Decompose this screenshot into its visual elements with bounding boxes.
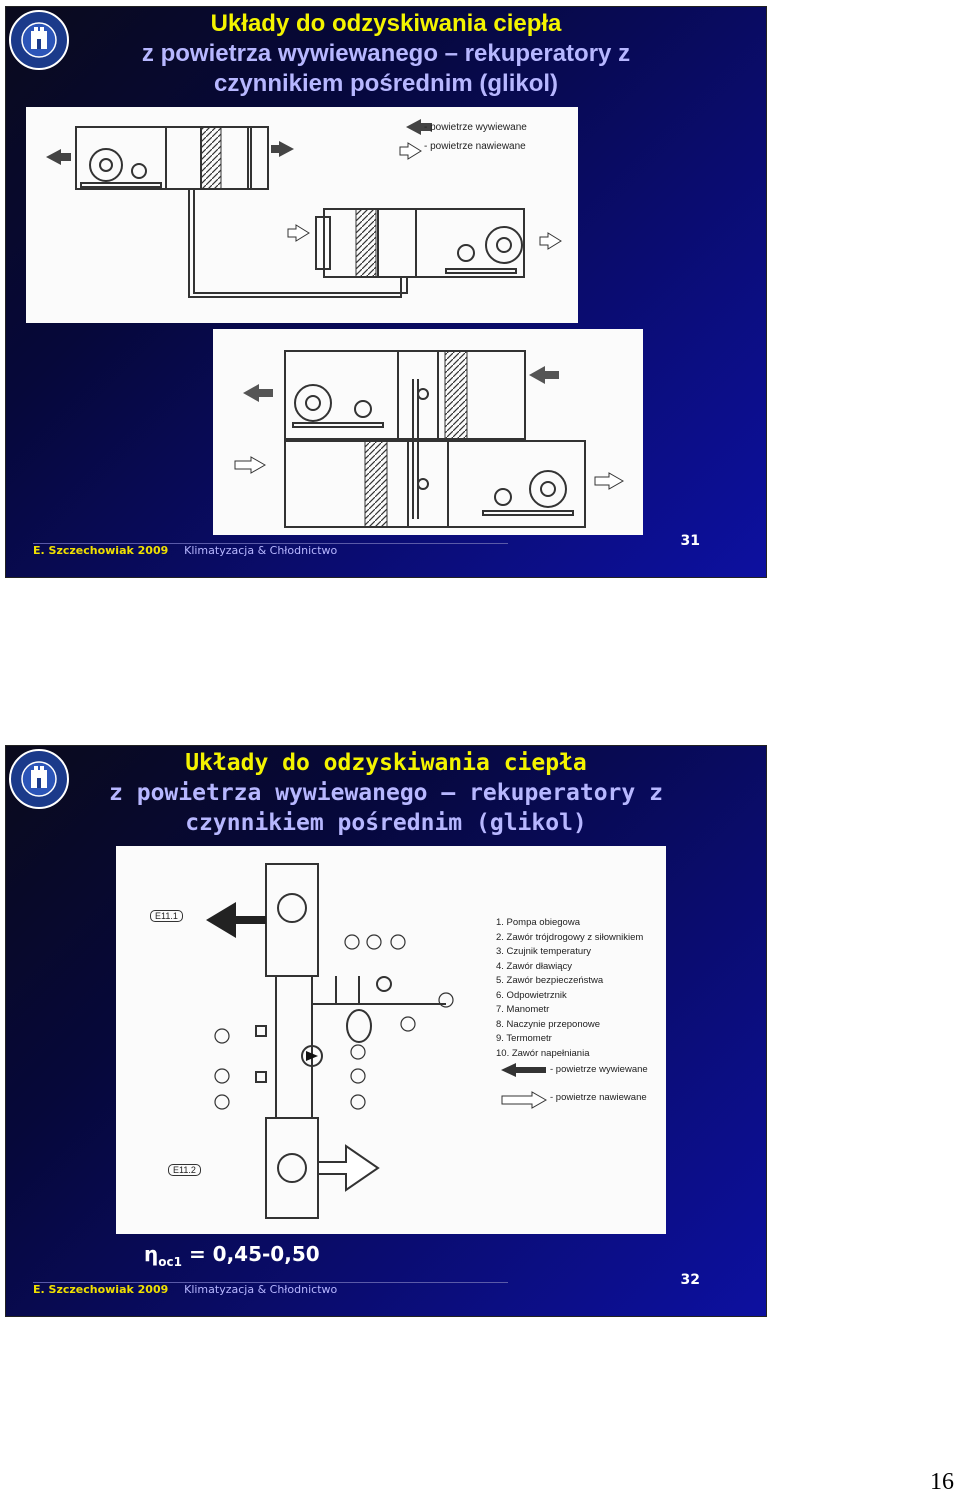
component-list	[496, 916, 643, 1061]
tag-bottom: E11.2	[168, 1164, 201, 1176]
component-item: 3. Czujnik temperatury	[496, 946, 592, 957]
title-line-1: Układy do odzyskiwania ciepła	[210, 10, 562, 37]
slide-page-number: 32	[680, 1272, 700, 1288]
component-item: 6. Odpowietrznik	[496, 989, 567, 1001]
document-page-number: 16	[930, 1469, 954, 1495]
legend-supply-arrow-icon	[400, 143, 421, 159]
efficiency-value: = 0,45-0,50	[188, 1242, 320, 1266]
exhaust-arrow-icon	[243, 384, 273, 402]
legend-supply-arrow-icon	[502, 1092, 546, 1108]
exhaust-arrow-icon	[206, 902, 266, 938]
component-item: 5. Zawór bezpieczeństwa	[496, 975, 604, 986]
ahu-diagram-stacked	[213, 329, 643, 535]
component-item: 4. Zawór dławiący	[496, 960, 573, 972]
component-item: 7. Manometr	[496, 1004, 550, 1015]
slide-footer	[33, 1283, 337, 1296]
legend-exhaust-label: - powietrze wywiewane	[550, 1064, 648, 1075]
supply-arrow-icon	[318, 1146, 378, 1190]
slide-31	[5, 6, 767, 578]
exhaust-arrow-icon	[46, 149, 71, 165]
component-item: 1. Pompa obiegowa	[496, 917, 580, 928]
title-line-3: czynnikiem pośrednim (glikol)	[213, 70, 559, 97]
supply-arrow-icon	[288, 225, 309, 241]
supply-arrow-icon	[540, 233, 561, 249]
diagram-stacked-units	[213, 329, 643, 535]
slide-title	[6, 748, 766, 838]
slide-page-number: 31	[680, 533, 700, 549]
component-item: 8. Naczynie przeponowe	[496, 1018, 601, 1030]
component-item: 2. Zawór trójdrogowy z siłownikiem	[496, 931, 644, 943]
tag-top: E11.1	[150, 910, 183, 922]
footer-course: Klimatyzacja & Chłodnictwo	[184, 1283, 338, 1296]
legend-supply-label: - powietrze nawiewane	[550, 1092, 647, 1103]
diagram-separate-units	[26, 107, 578, 323]
supply-arrow-icon	[235, 457, 265, 473]
slide-footer	[33, 544, 337, 557]
component-item: 9. Termometr	[496, 1033, 552, 1044]
legend-exhaust-label: - powietrze wywiewane	[424, 122, 527, 133]
supply-arrow-icon	[595, 473, 623, 489]
ahu-diagram-separated	[26, 107, 578, 323]
efficiency-formula	[144, 1242, 320, 1269]
legend-exhaust-arrow-icon	[501, 1063, 546, 1077]
efficiency-subscript: oc1	[158, 1255, 182, 1269]
footer-author: E. Szczechowiak 2009	[33, 1283, 169, 1296]
title-line-2: z powietrza wywiewanego – rekuperatory z	[141, 40, 631, 67]
footer-course: Klimatyzacja & Chłodnictwo	[184, 544, 338, 557]
exhaust-arrow-icon	[529, 366, 559, 384]
title-line-2: z powietrza wywiewanego – rekuperatory z	[109, 780, 663, 806]
title-line-1: Układy do odzyskiwania ciepła	[185, 750, 587, 776]
footer-author: E. Szczechowiak 2009	[33, 544, 169, 557]
slide-title	[6, 9, 766, 99]
efficiency-symbol: η	[144, 1242, 159, 1266]
slide-32	[5, 745, 767, 1317]
component-item: 10. Zawór napełniania	[496, 1047, 590, 1059]
glycol-loop-schematic	[116, 846, 666, 1234]
title-line-3: czynnikiem pośrednim (glikol)	[185, 810, 587, 836]
legend-supply-label: - powietrze nawiewane	[424, 141, 526, 152]
exhaust-arrow-icon	[271, 141, 294, 157]
